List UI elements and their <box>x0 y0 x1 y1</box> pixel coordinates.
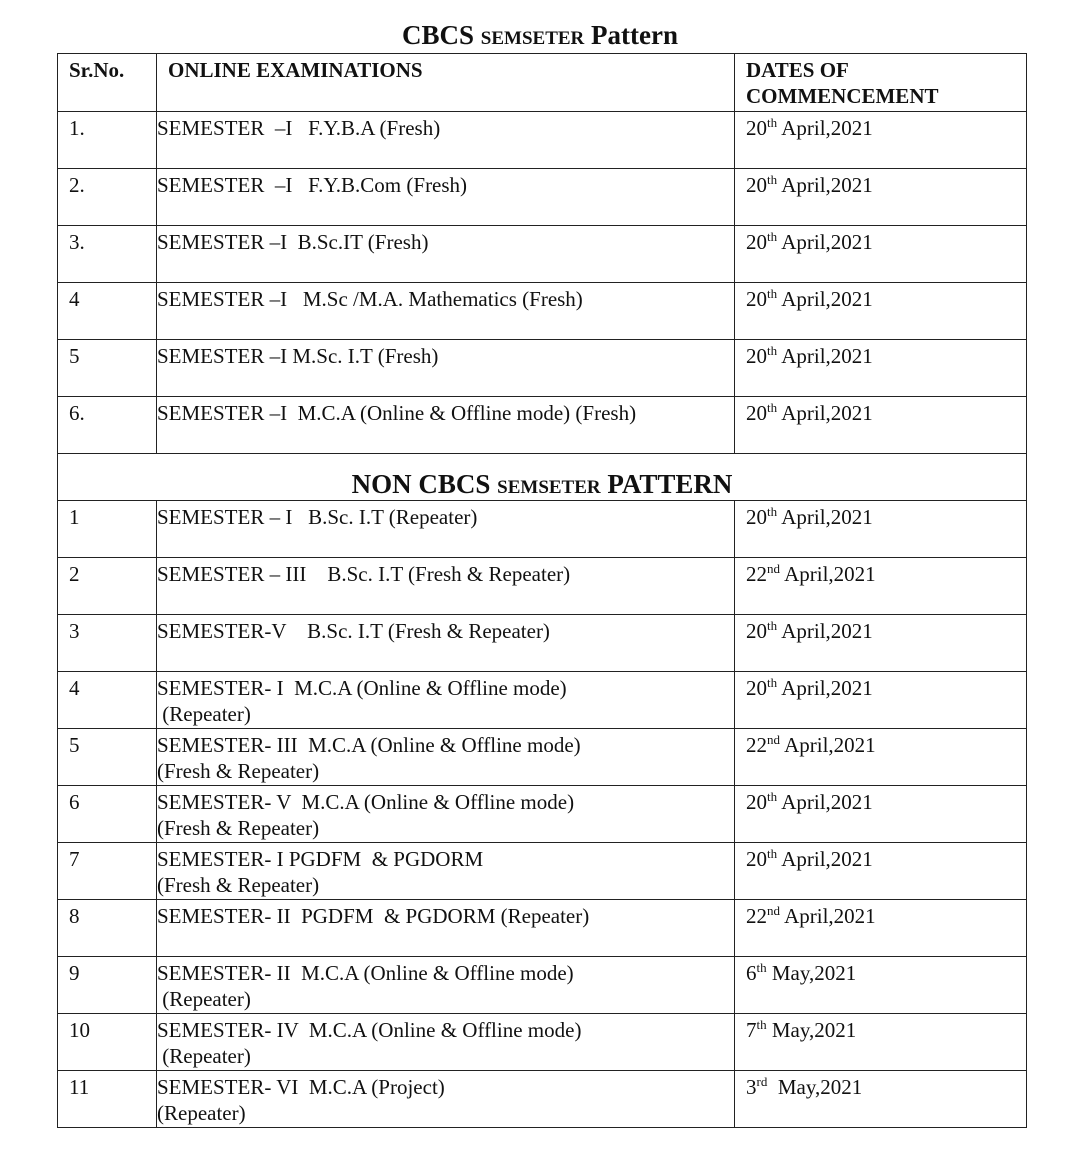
table-row <box>58 900 1027 957</box>
date-month-year: April,2021 <box>777 619 873 643</box>
date-day-suffix: th <box>767 675 778 690</box>
exam-name-line2: (Repeater) <box>157 987 251 1011</box>
date-day-suffix: th <box>756 960 767 975</box>
serial-number: 4 <box>58 672 157 729</box>
date-day: 20 <box>746 847 767 871</box>
table-row <box>58 283 1027 340</box>
date-day: 20 <box>746 676 767 700</box>
date-day-suffix: th <box>767 229 778 244</box>
date-day: 20 <box>746 287 767 311</box>
date-month-year: April,2021 <box>777 790 873 814</box>
table-row <box>58 786 1027 843</box>
exam-name <box>157 957 735 1014</box>
date-day-suffix: nd <box>767 903 780 918</box>
date-month-year: May,2021 <box>766 961 857 985</box>
serial-number: 3. <box>58 226 157 283</box>
exam-name <box>157 900 735 957</box>
table-row <box>58 729 1027 786</box>
serial-number: 5 <box>58 729 157 786</box>
exam-name <box>157 729 735 786</box>
date-day: 20 <box>746 116 767 140</box>
serial-number: 11 <box>58 1071 157 1128</box>
exam-name <box>157 169 735 226</box>
date-day-suffix: th <box>767 115 778 130</box>
exam-name-text: SEMESTER –I M.Sc. I.T (Fresh) <box>157 344 439 368</box>
commencement-date <box>735 501 1027 558</box>
serial-number: 6 <box>58 786 157 843</box>
serial-number: 5 <box>58 340 157 397</box>
date-day-suffix: th <box>756 1017 767 1032</box>
section-title-part3: PATTERN <box>607 469 733 499</box>
exam-name-line1: SEMESTER – III B.Sc. I.T (Fresh & Repeater) <box>157 562 571 586</box>
serial-number: 9 <box>58 957 157 1014</box>
exam-name-line1: SEMESTER- II M.C.A (Online & Offline mode) <box>157 961 574 985</box>
table-row <box>58 1014 1027 1071</box>
section-title-part1: NON CBCS <box>351 469 491 499</box>
commencement-date <box>735 672 1027 729</box>
exam-name <box>157 1014 735 1071</box>
non-cbcs-section-title <box>58 454 1027 501</box>
header-dates-line1: DATES OF <box>746 58 849 82</box>
table-row <box>58 843 1027 900</box>
exam-name <box>157 615 735 672</box>
header-sr-no: Sr.No. <box>58 54 157 112</box>
serial-number: 4 <box>58 283 157 340</box>
date-day-suffix: rd <box>756 1074 768 1089</box>
date-month-year: April,2021 <box>780 733 876 757</box>
header-online-examinations: ONLINE EXAMINATIONS <box>157 54 735 112</box>
date-day: 22 <box>746 904 767 928</box>
date-day-suffix: th <box>767 400 778 415</box>
exam-name-line1: SEMESTER- IV M.C.A (Online & Offline mode) <box>157 1018 582 1042</box>
date-day: 6 <box>746 961 757 985</box>
schedule-table <box>57 53 1027 1128</box>
date-day: 3 <box>746 1075 757 1099</box>
date-day: 20 <box>746 173 767 197</box>
date-day-suffix: th <box>767 343 778 358</box>
table-row <box>58 1071 1027 1128</box>
exam-name-line2: (Repeater) <box>157 1044 251 1068</box>
table-row <box>58 615 1027 672</box>
date-day-suffix: th <box>767 618 778 633</box>
commencement-date <box>735 226 1027 283</box>
table-row <box>58 558 1027 615</box>
exam-name-text: SEMESTER –I B.Sc.IT (Fresh) <box>157 230 429 254</box>
date-day: 20 <box>746 230 767 254</box>
exam-name-text: SEMESTER –I M.C.A (Online & Offline mode) (Fresh) <box>157 401 637 425</box>
commencement-date <box>735 1071 1027 1128</box>
exam-name <box>157 112 735 169</box>
date-day-suffix: th <box>767 504 778 519</box>
date-month-year: April,2021 <box>777 505 873 529</box>
table-row <box>58 957 1027 1014</box>
commencement-date <box>735 843 1027 900</box>
table-row <box>58 169 1027 226</box>
exam-name-line2: (Fresh & Repeater) <box>157 873 320 897</box>
date-day-suffix: nd <box>767 561 780 576</box>
exam-name-line2: (Fresh & Repeater) <box>157 816 320 840</box>
exam-name-line1: SEMESTER- V M.C.A (Online & Offline mode) <box>157 790 575 814</box>
commencement-date <box>735 1014 1027 1071</box>
exam-name-line1: SEMESTER- I M.C.A (Online & Offline mode) <box>157 676 567 700</box>
serial-number: 8 <box>58 900 157 957</box>
date-day: 20 <box>746 619 767 643</box>
exam-name-line1: SEMESTER- I PGDFM & PGDORM <box>157 847 484 871</box>
exam-name <box>157 672 735 729</box>
exam-name <box>157 1071 735 1128</box>
date-month-year: April,2021 <box>777 230 873 254</box>
table-row <box>58 340 1027 397</box>
non-cbcs-section-row <box>58 454 1027 501</box>
date-day: 22 <box>746 562 767 586</box>
serial-number: 6. <box>58 397 157 454</box>
table-row <box>58 397 1027 454</box>
exam-name-line1: SEMESTER- II PGDFM & PGDORM (Repeater) <box>157 904 590 928</box>
commencement-date <box>735 558 1027 615</box>
exam-name <box>157 843 735 900</box>
exam-name <box>157 226 735 283</box>
exam-name-line1: SEMESTER-V B.Sc. I.T (Fresh & Repeater) <box>157 619 550 643</box>
exam-name <box>157 501 735 558</box>
commencement-date <box>735 169 1027 226</box>
exam-name-text: SEMESTER –I M.Sc /M.A. Mathematics (Fresh) <box>157 287 583 311</box>
exam-name <box>157 786 735 843</box>
serial-number: 2 <box>58 558 157 615</box>
date-day-suffix: th <box>767 789 778 804</box>
date-month-year: April,2021 <box>777 847 873 871</box>
table-row <box>58 112 1027 169</box>
date-month-year: April,2021 <box>777 173 873 197</box>
exam-name-text: SEMESTER –I F.Y.B.A (Fresh) <box>157 116 441 140</box>
table-header-row <box>58 54 1027 112</box>
date-day-suffix: th <box>767 846 778 861</box>
commencement-date <box>735 900 1027 957</box>
commencement-date <box>735 397 1027 454</box>
serial-number: 2. <box>58 169 157 226</box>
exam-name <box>157 397 735 454</box>
exam-name-line1: SEMESTER- III M.C.A (Online & Offline mode) <box>157 733 581 757</box>
date-day: 20 <box>746 401 767 425</box>
table-row <box>58 226 1027 283</box>
exam-name-line1: SEMESTER- VI M.C.A (Project) <box>157 1075 445 1099</box>
date-day-suffix: nd <box>767 732 780 747</box>
date-day: 20 <box>746 790 767 814</box>
commencement-date <box>735 786 1027 843</box>
serial-number: 1 <box>58 501 157 558</box>
commencement-date <box>735 957 1027 1014</box>
exam-name-line2: (Repeater) <box>157 1101 246 1125</box>
date-day: 20 <box>746 505 767 529</box>
date-day: 7 <box>746 1018 757 1042</box>
commencement-date <box>735 340 1027 397</box>
header-dates-line2: COMMENCEMENT <box>746 84 939 108</box>
date-month-year: April,2021 <box>777 116 873 140</box>
date-month-year: May,2021 <box>767 1075 863 1099</box>
date-month-year: April,2021 <box>777 676 873 700</box>
exam-name <box>157 340 735 397</box>
commencement-date <box>735 112 1027 169</box>
exam-name-line2: (Repeater) <box>157 702 251 726</box>
section-title-part2: semseter <box>497 469 601 499</box>
date-day-suffix: th <box>767 172 778 187</box>
table-row <box>58 672 1027 729</box>
date-month-year: May,2021 <box>766 1018 857 1042</box>
exam-name-text: SEMESTER –I F.Y.B.Com (Fresh) <box>157 173 468 197</box>
serial-number: 1. <box>58 112 157 169</box>
exam-name-line2: (Fresh & Repeater) <box>157 759 320 783</box>
date-month-year: April,2021 <box>780 904 876 928</box>
commencement-date <box>735 283 1027 340</box>
date-day-suffix: th <box>767 286 778 301</box>
date-month-year: April,2021 <box>777 344 873 368</box>
date-day: 20 <box>746 344 767 368</box>
date-day: 22 <box>746 733 767 757</box>
page-title: CBCS semseter Pattern <box>402 20 678 50</box>
serial-number: 3 <box>58 615 157 672</box>
date-month-year: April,2021 <box>777 287 873 311</box>
table-row <box>58 501 1027 558</box>
header-dates-of-commencement <box>735 54 1027 112</box>
date-month-year: April,2021 <box>777 401 873 425</box>
exam-name-line1: SEMESTER – I B.Sc. I.T (Repeater) <box>157 505 478 529</box>
exam-name <box>157 283 735 340</box>
serial-number: 7 <box>58 843 157 900</box>
serial-number: 10 <box>58 1014 157 1071</box>
exam-name <box>157 558 735 615</box>
date-month-year: April,2021 <box>780 562 876 586</box>
commencement-date <box>735 729 1027 786</box>
commencement-date <box>735 615 1027 672</box>
